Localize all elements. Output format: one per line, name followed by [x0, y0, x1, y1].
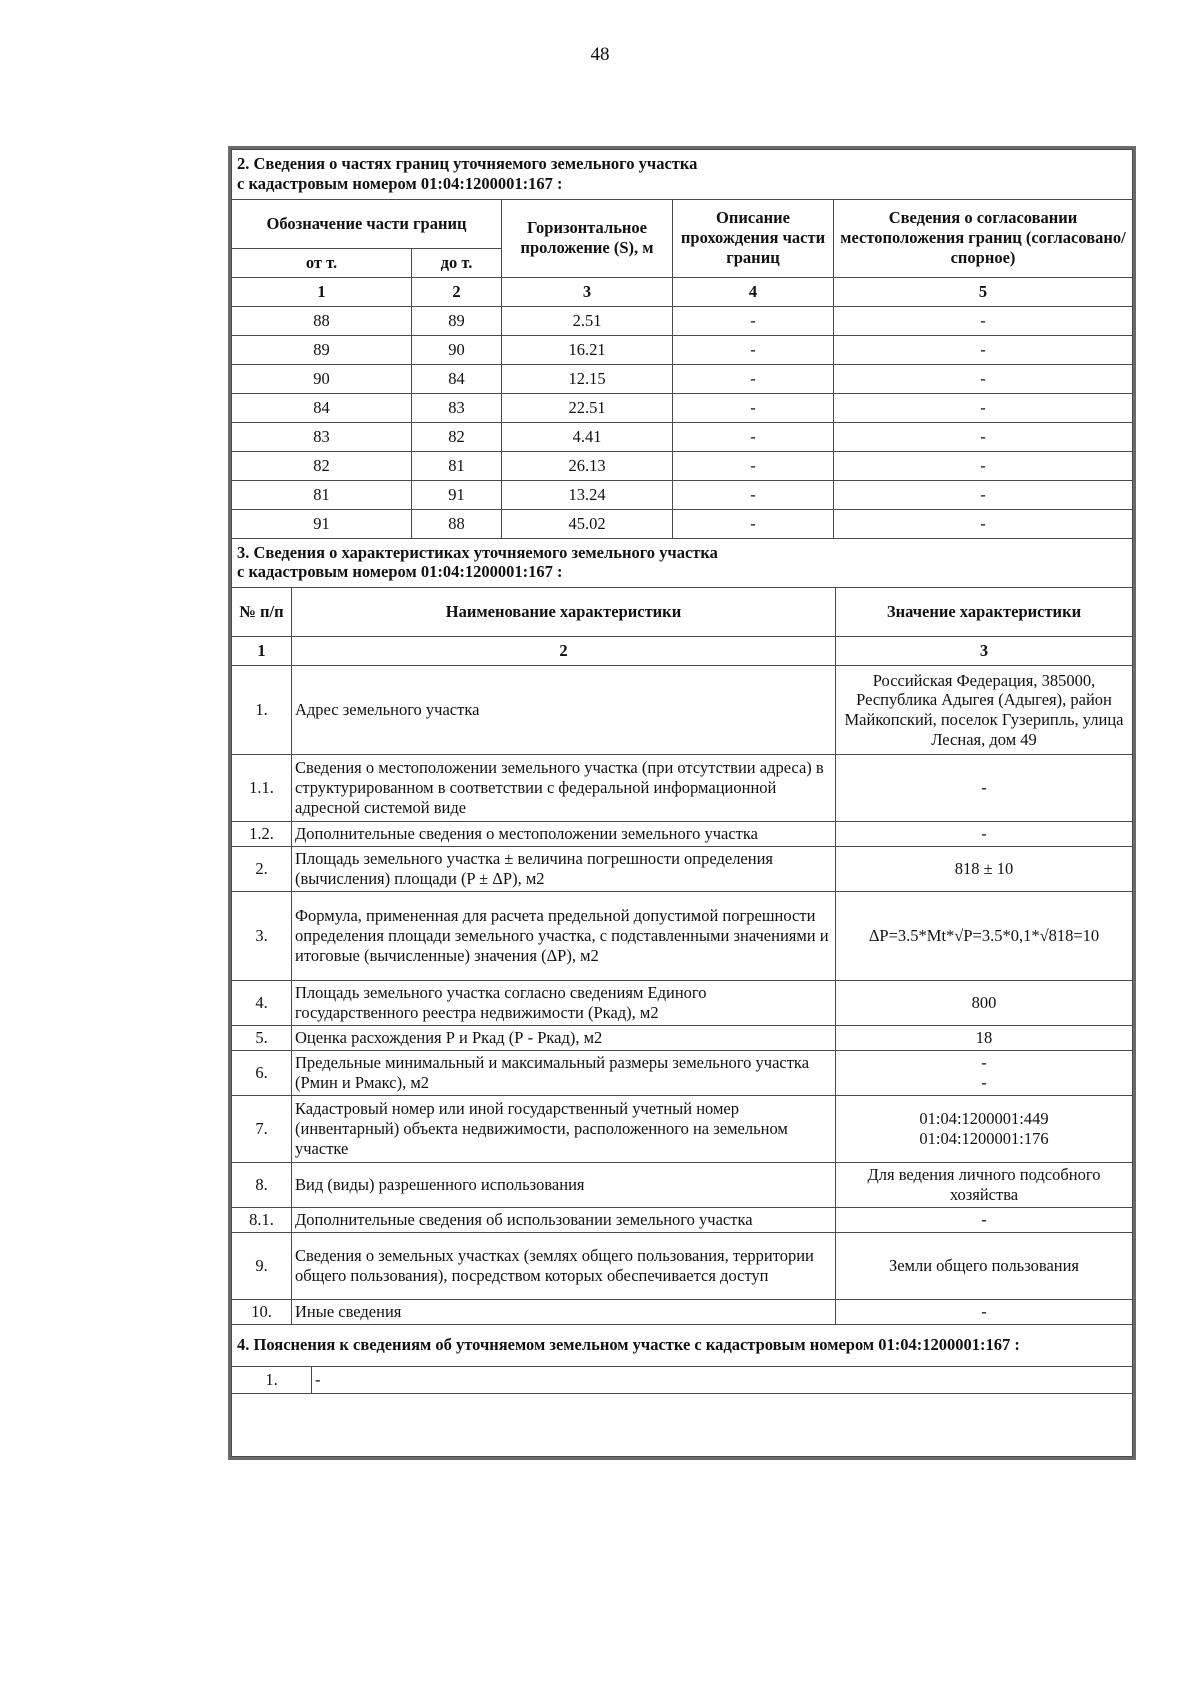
cell-value: -	[836, 1300, 1133, 1325]
section2-col-numbers	[232, 277, 1133, 306]
cell-agreement: -	[834, 364, 1133, 393]
empty-cell	[232, 1394, 1133, 1457]
cell-to: 81	[412, 451, 502, 480]
cell-name: Предельные минимальный и максимальный размеры земельного участка (Pмин и Рмакс), м2	[292, 1051, 836, 1096]
cell-agreement: -	[834, 422, 1133, 451]
section4-title-text: 4. Пояснения к сведениям об уточняемом земельном участке с кадастровым номером 01:04:1200001:167 :	[232, 1325, 1133, 1367]
cell-value: -	[836, 822, 1133, 847]
table-row	[232, 480, 1133, 509]
table-row	[232, 1096, 1133, 1163]
section3-title-line2: с кадастровым номером 01:04:1200001:167 :	[237, 562, 563, 582]
cell-agreement: -	[834, 306, 1133, 335]
header-name: Наименование характеристики	[292, 588, 836, 637]
table-row	[232, 306, 1133, 335]
col-number: 1	[232, 637, 292, 666]
cell-from: 88	[232, 306, 412, 335]
cell-to: 83	[412, 393, 502, 422]
section3-title-line1: 3. Сведения о характеристиках уточняемого земельного участка	[237, 542, 718, 562]
header-description: Описание прохождения части границ	[673, 199, 834, 277]
cell-num: 9.	[232, 1233, 292, 1300]
cell-description: -	[673, 335, 834, 364]
cell-to: 82	[412, 422, 502, 451]
section3-title	[232, 539, 1133, 588]
cell-num: 8.	[232, 1163, 292, 1208]
table-row	[232, 1233, 1133, 1300]
cell-value: Российская Федерация, 385000, Республика Адыгея (Адыгея), район Майкопский, поселок Гузерипль, улица Лесная, дом 49	[836, 666, 1133, 755]
cell-name: Вид (виды) разрешенного использования	[292, 1163, 836, 1208]
cell-name: Адрес земельного участка	[292, 666, 836, 755]
section3-col-numbers	[232, 637, 1133, 666]
cell-value: -	[836, 755, 1133, 822]
table-row	[232, 364, 1133, 393]
table-row	[232, 335, 1133, 364]
section2-table	[231, 149, 1133, 539]
table-row	[232, 755, 1133, 822]
document-frame	[228, 146, 1136, 1460]
col-number: 2	[412, 277, 502, 306]
section2-header-row	[232, 199, 1133, 248]
table-row	[232, 892, 1133, 981]
cell-to: 84	[412, 364, 502, 393]
table-row	[232, 666, 1133, 755]
cell-value: 800	[836, 981, 1133, 1026]
header-to: до т.	[412, 248, 502, 277]
cell-description: -	[673, 480, 834, 509]
table-row	[232, 822, 1133, 847]
cell-name: Оценка расхождения Р и Ркад (Р - Ркад), м2	[292, 1026, 836, 1051]
section2-title-line2: с кадастровым номером 01:04:1200001:167 :	[237, 173, 563, 193]
cell-value: Для ведения личного подсобного хозяйства	[836, 1163, 1133, 1208]
table-row	[232, 1367, 1133, 1394]
section4-table	[231, 1325, 1133, 1457]
cell-to: 88	[412, 509, 502, 538]
cell-distance: 45.02	[502, 509, 673, 538]
cell-name: Формула, примененная для расчета предельной допустимой погрешности определения площади земельного участка, с подставленными значениями и итоговые (вычисленные) значения (ΔP), м2	[292, 892, 836, 981]
cell-agreement: -	[834, 393, 1133, 422]
table-row	[232, 1051, 1133, 1096]
cell-agreement: -	[834, 509, 1133, 538]
section3-table	[231, 539, 1133, 1326]
cell-from: 90	[232, 364, 412, 393]
cell-distance: 2.51	[502, 306, 673, 335]
cell-distance: 16.21	[502, 335, 673, 364]
cell-distance: 13.24	[502, 480, 673, 509]
table-row	[232, 509, 1133, 538]
cell-description: -	[673, 393, 834, 422]
cell-from: 91	[232, 509, 412, 538]
cell-value: Земли общего пользования	[836, 1233, 1133, 1300]
cell-num: 4.	[232, 981, 292, 1026]
cell-num: 3.	[232, 892, 292, 981]
cell-value: ΔP=3.5*Mt*√P=3.5*0,1*√818=10	[836, 892, 1133, 981]
header-value: Значение характеристики	[836, 588, 1133, 637]
cell-name: Сведения о местоположении земельного участка (при отсутствии адреса) в структурированном в соответствии с федеральной информационной адресной системой виде	[292, 755, 836, 822]
cell-num: 7.	[232, 1096, 292, 1163]
col-number: 3	[836, 637, 1133, 666]
cell-num: 1.	[232, 666, 292, 755]
cell-name: Площадь земельного участка согласно сведениям Единого государственного реестра недвижимости (Ркад), м2	[292, 981, 836, 1026]
cell-from: 84	[232, 393, 412, 422]
col-number: 5	[834, 277, 1133, 306]
table-row	[232, 451, 1133, 480]
cell-name: Площадь земельного участка ± величина погрешности определения (вычисления) площади (P ± ΔP), м2	[292, 847, 836, 892]
page-number: 48	[590, 44, 610, 65]
cell-value: 818 ± 10	[836, 847, 1133, 892]
section3-header-row	[232, 588, 1133, 637]
cell-description: -	[673, 422, 834, 451]
cell-distance: 4.41	[502, 422, 673, 451]
cell-name: Кадастровый номер или иной государственный учетный номер (инвентарный) объекта недвижимости, расположенного на земельном участке	[292, 1096, 836, 1163]
header-horizontal: Горизонтальное проложение (S), м	[502, 199, 673, 277]
cell-from: 82	[232, 451, 412, 480]
section2-title-line1: 2. Сведения о частях границ уточняемого земельного участка	[237, 154, 698, 173]
cell-num: 6.	[232, 1051, 292, 1096]
table-row	[232, 1163, 1133, 1208]
cell-value: 01:04:1200001:449 01:04:1200001:176	[836, 1096, 1133, 1163]
header-part-designation: Обозначение части границ	[232, 199, 502, 248]
header-from: от т.	[232, 248, 412, 277]
cell-agreement: -	[834, 335, 1133, 364]
cell-value: 18	[836, 1026, 1133, 1051]
col-number: 4	[673, 277, 834, 306]
cell-name: Иные сведения	[292, 1300, 836, 1325]
cell-num: 1.1.	[232, 755, 292, 822]
cell-to: 90	[412, 335, 502, 364]
col-number: 1	[232, 277, 412, 306]
table-row	[232, 422, 1133, 451]
cell-agreement: -	[834, 451, 1133, 480]
cell-name: Сведения о земельных участках (землях общего пользования, территории общего пользования), посредством которых обеспечивается доступ	[292, 1233, 836, 1300]
table-row	[232, 1300, 1133, 1325]
cell-num: 2.	[232, 847, 292, 892]
cell-from: 81	[232, 480, 412, 509]
cell-distance: 12.15	[502, 364, 673, 393]
cell-name: Дополнительные сведения о местоположении земельного участка	[292, 822, 836, 847]
cell-num: 10.	[232, 1300, 292, 1325]
cell-num: 1.2.	[232, 822, 292, 847]
table-row	[232, 1208, 1133, 1233]
section4-title	[232, 1325, 1133, 1367]
empty-row	[232, 1394, 1133, 1457]
cell-to: 91	[412, 480, 502, 509]
cell-text: -	[312, 1367, 1133, 1394]
table-row	[232, 1026, 1133, 1051]
cell-num: 8.1.	[232, 1208, 292, 1233]
cell-num: 5.	[232, 1026, 292, 1051]
cell-value: -	[836, 1208, 1133, 1233]
col-number: 2	[292, 637, 836, 666]
cell-value: - -	[836, 1051, 1133, 1096]
cell-description: -	[673, 306, 834, 335]
cell-distance: 26.13	[502, 451, 673, 480]
col-number: 3	[502, 277, 673, 306]
cell-description: -	[673, 451, 834, 480]
header-agreement: Сведения о согласовании местоположения границ (согласовано/спорное)	[834, 199, 1133, 277]
cell-name: Дополнительные сведения об использовании земельного участка	[292, 1208, 836, 1233]
cell-num: 1.	[232, 1367, 312, 1394]
cell-to: 89	[412, 306, 502, 335]
table-row	[232, 393, 1133, 422]
table-row	[232, 847, 1133, 892]
cell-from: 83	[232, 422, 412, 451]
header-num: № п/п	[232, 588, 292, 637]
cell-description: -	[673, 509, 834, 538]
table-row	[232, 981, 1133, 1026]
cell-description: -	[673, 364, 834, 393]
section2-title	[232, 150, 1133, 200]
cell-from: 89	[232, 335, 412, 364]
cell-agreement: -	[834, 480, 1133, 509]
cell-distance: 22.51	[502, 393, 673, 422]
